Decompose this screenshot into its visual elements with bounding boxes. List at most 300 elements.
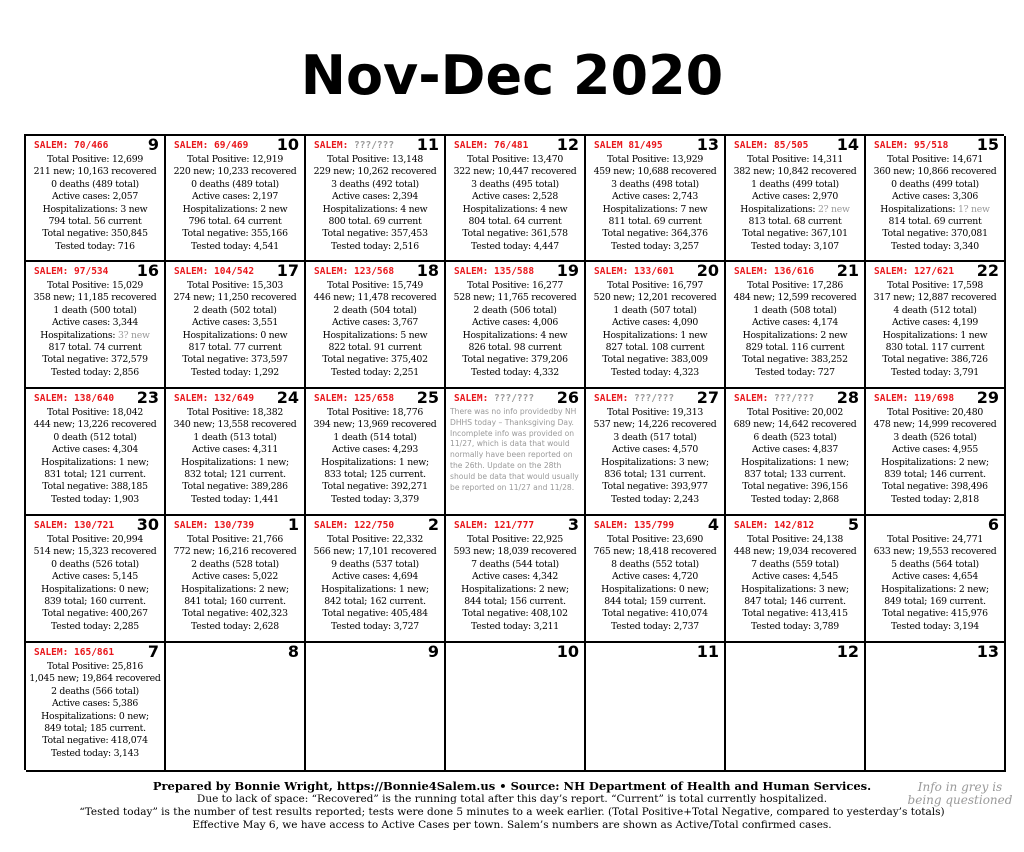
stat-line [446,559,584,571]
stat-line [866,154,1004,166]
stat-line [866,559,1004,571]
day-number: 4 [707,516,719,534]
salem-count [454,140,528,151]
salem-unknown-count: ???/??? [494,393,535,404]
day-number: 21 [836,262,859,280]
stat-text: Active cases: 4,955 [891,444,979,456]
day-number: 23 [136,389,159,407]
stat-text: 0 deaths (489 total) [51,178,139,190]
stat-line [726,559,864,571]
stat-line [586,546,724,558]
stat-text: Total Positive: 13,470 [466,154,564,165]
stat-text: Total negative: 402,323 [182,608,288,620]
stat-line [726,216,864,228]
stat-line [866,481,1004,493]
stat-text: 837 total; 133 current. [744,469,846,481]
calendar-day-cell [26,516,166,643]
stat-line [586,584,724,596]
stat-text: Total negative: 396,156 [742,481,848,493]
stat-text: Tested today: 3,257 [611,240,699,252]
stat-line [166,494,304,506]
stat-text: Active cases: 5,022 [191,571,279,583]
stat-line [586,559,724,571]
cell-header [586,643,724,659]
stat-text: Hospitalizations: 2 new; [881,583,989,595]
stat-text: 1,045 new; 19,864 recovered [29,673,161,685]
page-title: Nov-Dec 2020 [300,44,724,107]
salem-label: SALEM: [594,393,635,404]
stat-text: Total negative: 350,845 [42,228,148,240]
stat-line [726,179,864,191]
salem-label: SALEM: 70/466 [34,140,109,151]
calendar-day-cell [306,516,446,643]
stat-line [866,367,1004,379]
calendar-day-cell [586,643,726,772]
stat-text: 1 death (500 total) [53,304,137,316]
stat-line [446,280,584,292]
stat-line [166,571,304,583]
stat-text: Tested today: 716 [55,240,135,252]
stat-text: Hospitalizations: 1 new; [181,456,289,468]
stat-line [446,317,584,329]
salem-unknown-count: ???/??? [634,393,675,404]
stat-text: Total negative: 367,101 [742,228,848,240]
stat-text: Active cases: 5,386 [51,698,139,710]
stat-text: Hospitalizations: 1 new; [321,583,429,595]
stat-text: 830 total. 117 current [885,342,985,354]
day-number: 2 [427,516,439,534]
stat-line [306,407,444,419]
stat-line [726,367,864,379]
stat-line [866,354,1004,366]
stat-text: 842 total; 162 current. [324,596,426,608]
stat-text: Active cases: 3,344 [51,317,139,329]
stat-text: Total Positive: 18,776 [326,407,424,418]
calendar-day-cell [306,643,446,772]
stat-line [586,367,724,379]
stat-line [166,596,304,608]
daily-stats [586,534,724,633]
daily-stats [26,154,164,253]
stat-line [306,457,444,469]
stat-line [446,191,584,203]
stat-text: Active cases: 2,197 [191,191,279,203]
salem-count [174,393,254,404]
salem-count [34,393,114,404]
stat-text: 3 deaths (498 total) [611,178,699,190]
stat-line [26,621,164,633]
stat-text: 6 death (523 total) [753,431,837,443]
stat-line [726,407,864,419]
salem-label: SALEM: 76/481 [454,140,529,151]
stat-line [166,367,304,379]
stat-line [306,228,444,240]
salem-label: SALEM: 138/640 [34,393,115,404]
salem-label: SALEM: 121/777 [454,520,535,531]
stat-text: Tested today: 3,379 [331,493,419,505]
stat-line [26,292,164,304]
stat-text: Total Positive: 13,929 [606,154,704,165]
stat-line [26,154,164,166]
calendar-day-cell [726,136,866,262]
stat-line [26,317,164,329]
calendar-day-cell [26,643,166,772]
stat-line [866,621,1004,633]
stat-text: 3 deaths (495 total) [471,178,559,190]
day-number: 29 [976,389,999,407]
cell-header [446,516,584,532]
day-number: 14 [836,136,859,154]
calendar-day-cell [586,262,726,389]
stat-line [26,661,164,673]
stat-text: Total Positive: 16,277 [466,280,564,291]
questioned-value: 1? new [957,203,990,215]
stat-text: Tested today: 2,285 [51,620,139,632]
salem-count [314,266,394,277]
stat-line [26,748,164,760]
salem-count [34,266,108,277]
stat-text: 813 total. 68 current [748,216,842,228]
stat-line [446,534,584,546]
salem-count [874,266,954,277]
stat-text: Total Positive: 24,771 [886,534,984,545]
stat-line [726,608,864,620]
day-number: 30 [136,516,159,534]
stat-line [586,191,724,203]
salem-label: SALEM: 136/616 [734,266,815,277]
day-number: 6 [987,516,999,534]
cell-header [866,643,1004,659]
salem-label: SALEM: 135/799 [594,520,675,531]
stat-text: Hospitalizations: 5 new [322,329,428,341]
stat-text: Total negative: 355,166 [182,228,288,240]
stat-line [26,407,164,419]
cell-header [26,516,164,532]
stat-text: Hospitalizations: 0 new; [601,583,709,595]
stat-text: Tested today: 2,737 [611,620,699,632]
stat-line [166,584,304,596]
stat-line [726,419,864,431]
stat-text: 829 total. 116 current [745,342,845,354]
salem-count [594,266,674,277]
stat-line [726,534,864,546]
stat-text: 514 new; 15,323 recovered [33,546,157,558]
stat-line [166,228,304,240]
calendar-day-cell [446,643,586,772]
stat-text: Active cases: 4,570 [611,444,699,456]
stat-line [26,432,164,444]
stat-text: Hospitalizations: 0 new; [41,710,149,722]
stat-line [866,469,1004,481]
stat-line [866,571,1004,583]
stat-line [446,571,584,583]
stat-line [306,330,444,342]
stat-line [306,534,444,546]
salem-label: SALEM: 132/649 [174,393,255,404]
stat-line [166,419,304,431]
daily-stats [306,534,444,633]
cell-header [866,389,1004,405]
salem-label: SALEM: 127/621 [874,266,955,277]
stat-line [306,444,444,456]
stat-line [586,469,724,481]
daily-stats [446,534,584,633]
stat-line [586,305,724,317]
stat-text: Active cases: 3,767 [331,317,419,329]
salem-label: SALEM: 104/542 [174,266,255,277]
stat-line [166,444,304,456]
stat-line [586,432,724,444]
questioned-value: 2? new [817,203,850,215]
cell-header [166,516,304,532]
stat-line [866,166,1004,178]
calendar-day-cell [726,262,866,389]
stat-line [166,330,304,342]
stat-text: Total negative: 398,496 [882,481,988,493]
stat-line [866,216,1004,228]
salem-unknown-count: ???/??? [354,140,395,151]
salem-label: SALEM: 133/601 [594,266,675,277]
stat-text: Total Positive: 18,382 [186,407,284,418]
stat-text: Active cases: 4,304 [51,444,139,456]
stat-text: Total Positive: 20,002 [746,407,844,418]
calendar-day-cell [866,389,1006,516]
stat-text: 9 deaths (537 total) [331,558,419,570]
cell-header [26,262,164,278]
daily-stats [866,154,1004,253]
stat-text: 0 death (512 total) [53,431,137,443]
stat-line [306,216,444,228]
day-number: 12 [556,136,579,154]
stat-text: 827 total. 108 current [605,342,705,354]
salem-label: SALEM: [314,140,355,151]
stat-line [726,317,864,329]
stat-text: Total Positive: 16,797 [606,280,704,291]
stat-text: 794 total. 56 current [48,216,142,228]
stat-line [166,317,304,329]
stat-text: Active cases: 3,306 [891,191,979,203]
stat-line [726,342,864,354]
salem-label: SALEM: 125/658 [314,393,395,404]
stat-line [166,166,304,178]
stat-text: Total negative: 400,267 [42,608,148,620]
stat-line [166,608,304,620]
day-number: 22 [976,262,999,280]
stat-line [726,432,864,444]
calendar-day-cell [866,262,1006,389]
stat-text: 520 new; 12,201 recovered [593,292,717,304]
stat-line [26,723,164,735]
daily-stats [166,154,304,253]
stat-text: 2 death (504 total) [333,304,417,316]
stat-line [446,154,584,166]
stat-text: Total Positive: 22,332 [326,534,424,545]
stat-text: Active cases: 4,654 [891,571,979,583]
stat-text: 2 deaths (566 total) [51,685,139,697]
cell-header [726,136,864,152]
stat-line [726,596,864,608]
salem-label: SALEM: [454,393,495,404]
stat-line [726,330,864,342]
stat-text: Total negative: 357,453 [322,228,428,240]
day-number: 27 [696,389,719,407]
stat-line [446,241,584,253]
stat-line [726,621,864,633]
daily-stats [166,280,304,379]
stat-text: Active cases: 4,720 [611,571,699,583]
day-number: 8 [287,643,299,661]
stat-text: 833 total; 125 current. [324,469,426,481]
stat-text: Hospitalizations: 3 new [42,203,148,215]
daily-stats [306,154,444,253]
stat-text: Total negative: 413,415 [742,608,848,620]
stat-line [306,494,444,506]
day-number: 10 [556,643,579,661]
footer [0,779,1024,833]
stat-text: Total negative: 383,009 [602,354,708,366]
stat-line [726,584,864,596]
stat-line [26,534,164,546]
stat-line [726,571,864,583]
stat-text: 633 new; 19,553 recovered [873,546,997,558]
stat-text: 831 total; 121 current. [44,469,146,481]
stat-line [586,457,724,469]
stat-line [166,481,304,493]
daily-stats [446,154,584,253]
stat-line [26,216,164,228]
salem-count [454,266,534,277]
stat-text: Total Positive: 15,749 [326,280,424,291]
daily-stats [166,534,304,633]
salem-count [594,520,674,531]
stat-line [726,481,864,493]
stat-text: 836 total; 131 current. [604,469,706,481]
stat-line [166,432,304,444]
cell-header [446,136,584,152]
stat-text: Tested today: 4,332 [471,366,559,378]
stat-line [166,204,304,216]
salem-count [314,393,394,404]
salem-count [314,520,394,531]
stat-line [166,241,304,253]
stat-text: Active cases: 4,090 [611,317,699,329]
stat-text: Total negative: 373,597 [182,354,288,366]
calendar-day-cell [726,389,866,516]
stat-text: Hospitalizations: 4 new [462,329,568,341]
stat-text: 382 new; 10,842 recovered [733,166,857,178]
stat-text: Total Positive: 13,148 [326,154,424,165]
stat-line [166,154,304,166]
stat-line [866,241,1004,253]
stat-text: Hospitalizations: 2 new; [461,583,569,595]
stat-line [446,342,584,354]
stat-text: 444 new; 13,226 recovered [33,419,157,431]
stat-text: Total Positive: 22,925 [466,534,564,545]
stat-line [26,228,164,240]
stat-text: 689 new; 14,642 recovered [733,419,857,431]
calendar-day-cell [446,262,586,389]
stat-text: Tested today: 1,292 [191,366,279,378]
stat-line [866,494,1004,506]
stat-line [446,584,584,596]
stat-line [26,305,164,317]
stat-text: Tested today: 2,243 [611,493,699,505]
stat-line [866,444,1004,456]
stat-line [26,559,164,571]
cell-header [26,136,164,152]
cell-header [866,516,1004,532]
cell-header [726,389,864,405]
stat-text: Total negative: 415,976 [882,608,988,620]
daily-stats [26,661,164,760]
stat-line [726,154,864,166]
stat-line [726,204,864,216]
calendar-day-cell [166,643,306,772]
stat-text: 3 death (517 total) [613,431,697,443]
stat-line [586,204,724,216]
stat-line [26,481,164,493]
stat-text: 7 deaths (559 total) [751,558,839,570]
salem-count [454,520,534,531]
salem-label: SALEM: 95/518 [874,140,949,151]
stat-text: 7 deaths (544 total) [471,558,559,570]
stat-line [26,596,164,608]
stat-text: Total Positive: 20,994 [46,534,144,545]
stat-line [446,596,584,608]
daily-stats [586,154,724,253]
stat-text: Tested today: 4,541 [191,240,279,252]
cell-header [446,262,584,278]
stat-line [726,457,864,469]
salem-label: SALEM: 130/739 [174,520,255,531]
cell-header [586,262,724,278]
salem-count [734,140,808,151]
stat-text: 844 total; 156 current. [464,596,566,608]
stat-line [726,444,864,456]
stat-text: 1 death (514 total) [333,431,417,443]
cell-header [446,389,584,405]
calendar-day-cell [866,643,1006,772]
stat-text: Hospitalizations: 2 new; [181,583,289,595]
stat-line [586,154,724,166]
stat-text: Total Positive: 12,699 [46,154,144,165]
stat-text: Hospitalizations: 1 new [602,329,708,341]
salem-label: SALEM: 122/750 [314,520,395,531]
stat-text: Tested today: 3,211 [471,620,559,632]
salem-count [34,140,108,151]
stat-text: 2 deaths (528 total) [191,558,279,570]
stat-line [866,228,1004,240]
stat-line [306,584,444,596]
calendar-day-cell [446,136,586,262]
salem-label: SALEM 81/495 [594,140,663,151]
stat-text: 849 total; 169 current. [884,596,986,608]
cell-header [306,643,444,659]
calendar-day-cell [166,389,306,516]
stat-text: 765 new; 18,418 recovered [593,546,717,558]
stat-text: Total negative: 393,977 [602,481,708,493]
stat-line [866,179,1004,191]
stat-line [26,280,164,292]
stat-line [586,621,724,633]
grey-info-legend: Info in grey is being questioned [907,780,1013,807]
salem-count [734,393,814,404]
day-number: 5 [847,516,859,534]
stat-text: Tested today: 3,143 [51,747,139,759]
stat-line [726,241,864,253]
stat-line [166,559,304,571]
stat-line [586,534,724,546]
